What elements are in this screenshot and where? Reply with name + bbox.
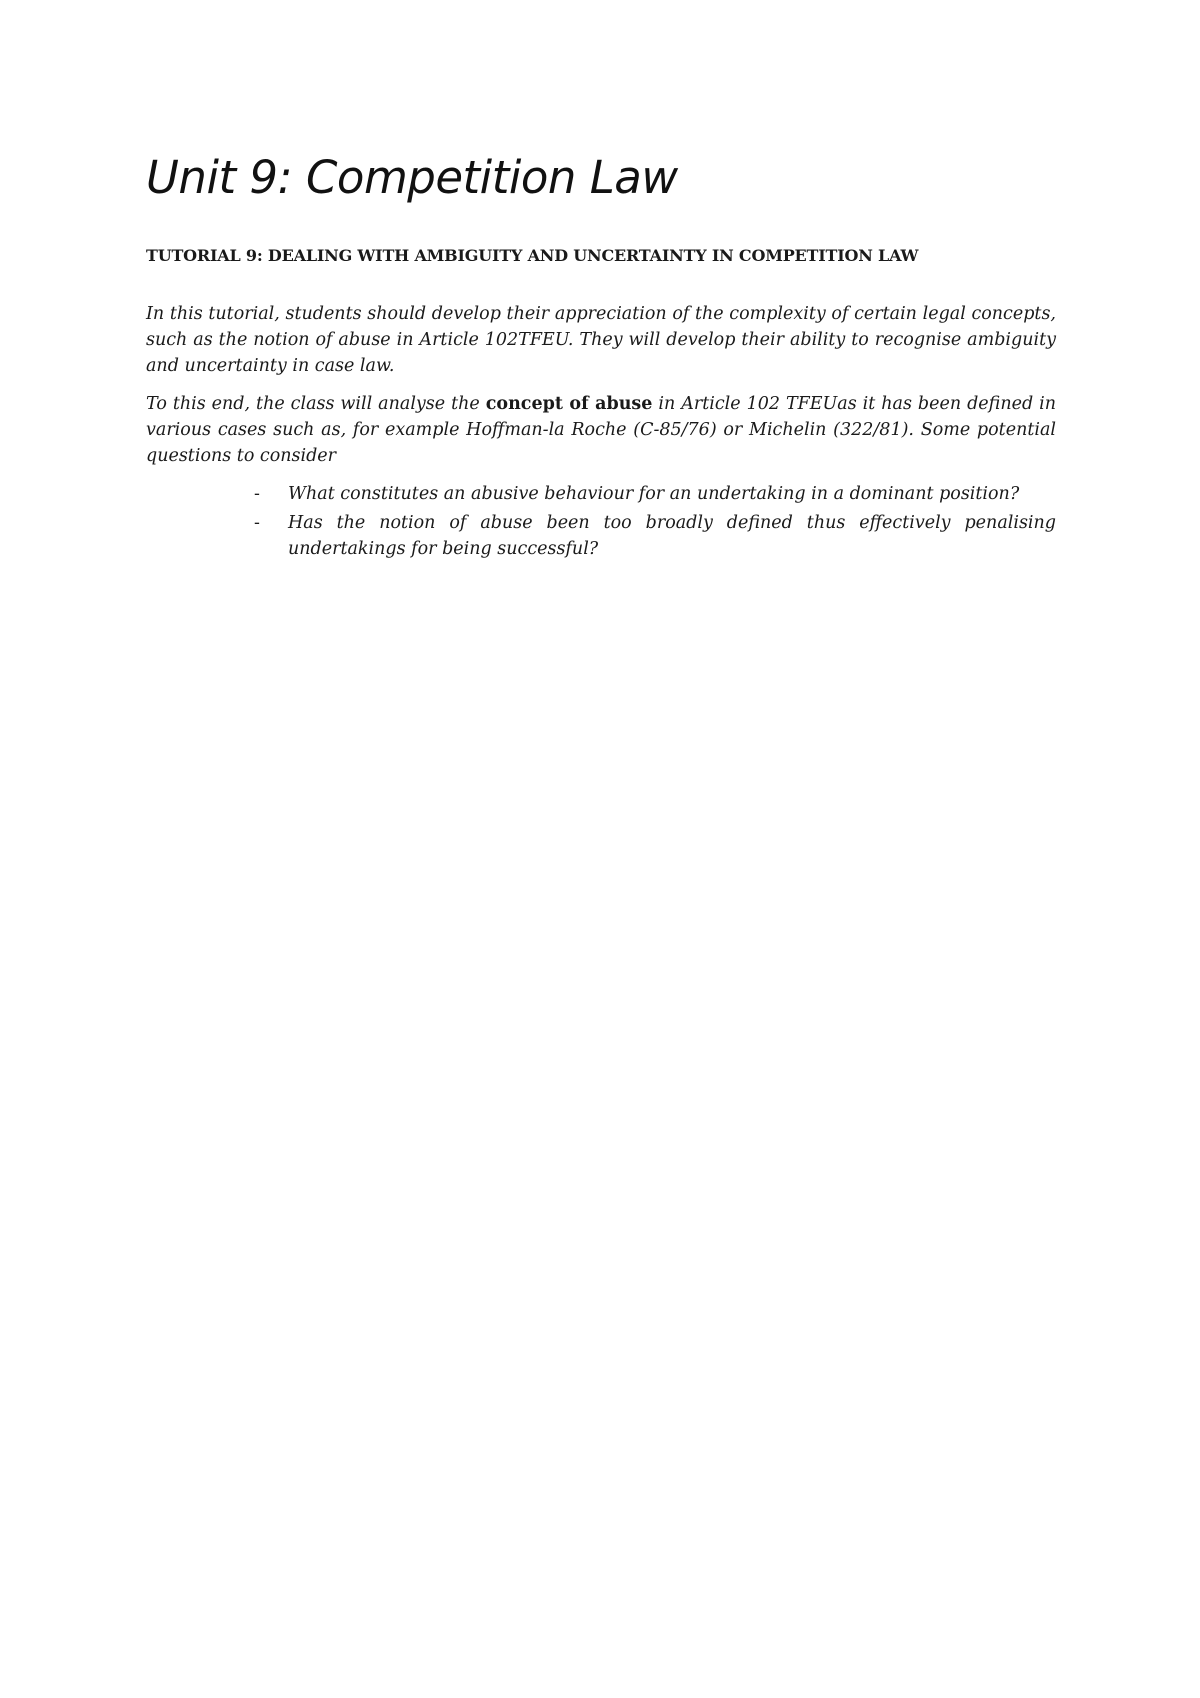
dash-bullet: - [254,513,260,533]
list-item [254,510,1056,562]
concept-of-abuse-emphasis: concept of abuse [485,394,653,414]
question-list [146,481,1056,562]
analysis-text-start: To this end, the class will analyse the [146,394,486,414]
unit-title: Unit 9: Competition Law [146,151,678,204]
document-page [146,150,1056,565]
tutorial-heading: TUTORIAL 9: DEALING WITH AMBIGUITY AND UNCERTAINTY IN COMPETITION LAW [146,246,919,265]
dash-bullet: - [254,484,260,504]
list-item [254,481,1056,507]
question-text: What constitutes an abusive behaviour for an undertaking in a dominant position? [288,484,1020,504]
analysis-text-end: in Article 102 TFEUas it has been defined in various cases such as, for example Hoffman-la Roche (C-85/76) or Michelin (322/81). Some potential questions to consider [146,394,1056,466]
intro-paragraph: In this tutorial, students should develop their appreciation of the complexity of certain legal concepts, such as the notion of abuse in Article 102TFEU. They will develop their ability to recognise ambiguity and uncertainty in case law. [146,304,1056,376]
question-text: Has the notion of abuse been too broadly defined thus effectively penalising undertakings for being successful? [288,513,1056,559]
analysis-paragraph [146,391,1056,469]
